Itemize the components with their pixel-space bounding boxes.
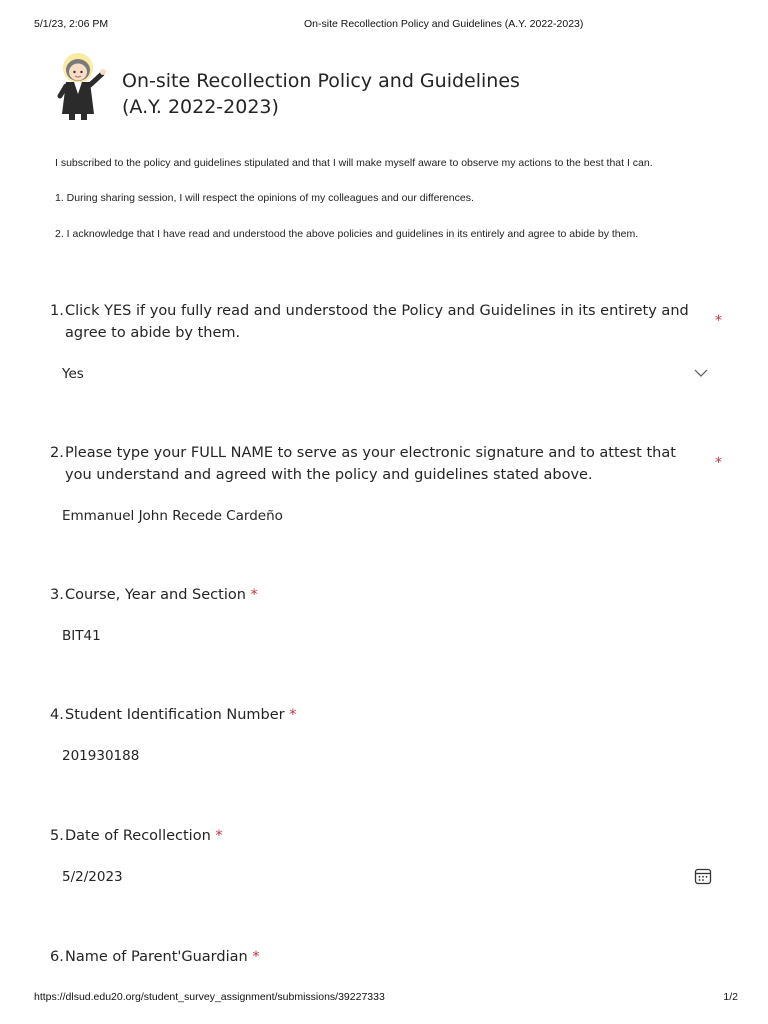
question-3 (50, 584, 730, 648)
question-1 (50, 300, 730, 386)
print-footer (34, 991, 738, 1005)
required-marker: * (715, 313, 722, 329)
form-title-line1: On-site Recollection Policy and Guidelines (122, 70, 520, 92)
required-marker: * (250, 587, 258, 603)
answer-text-field[interactable] (62, 508, 730, 528)
question-title (50, 584, 730, 606)
answer-date-field[interactable] (62, 869, 730, 889)
print-doc-title: On-site Recollection Policy and Guidelines (A.Y. 2022-2023) (304, 18, 584, 30)
question-4 (50, 704, 730, 768)
intro-line-3: 2. I acknowledge that I have read and understood the above policies and guidelines in its entirely and agree to abide by them. (55, 228, 639, 240)
question-title (50, 442, 730, 486)
question-number: 3. (50, 587, 64, 603)
print-datetime: 5/1/23, 2:06 PM (34, 18, 109, 30)
cartoon-nun-character-icon (52, 52, 108, 122)
intro-line-1: I subscribed to the policy and guidelines stipulated and that I will make myself aware to observe my actions to the best that I can. (55, 157, 653, 169)
question-text: Click YES if you fully read and understood the Policy and Guidelines in its entirety and agree to abide by them. (65, 303, 689, 341)
answer-value: Yes (62, 366, 84, 382)
question-text: Student Identification Number (65, 707, 285, 723)
question-number: 1. (50, 303, 64, 319)
intro-line-2: 1. During sharing session, I will respect the opinions of my colleagues and our differences. (55, 192, 474, 204)
form-title (122, 68, 520, 120)
chevron-down-icon[interactable] (694, 368, 708, 378)
question-number: 5. (50, 828, 64, 844)
question-text: Please type your FULL NAME to serve as your electronic signature and to attest that you understand and agreed with the policy and guidelines stated above. (65, 445, 676, 483)
question-5 (50, 825, 730, 889)
question-title (50, 946, 730, 968)
question-text: Date of Recollection (65, 828, 211, 844)
answer-value: Emmanuel John Recede Cardeño (62, 508, 283, 524)
question-title (50, 704, 730, 726)
form-header (52, 52, 712, 132)
form-title-line2: (A.Y. 2022-2023) (122, 96, 279, 118)
question-text: Course, Year and Section (65, 587, 246, 603)
question-text: Name of Parent'Guardian (65, 949, 248, 965)
answer-text-field[interactable] (62, 628, 730, 648)
answer-value: 5/2/2023 (62, 869, 123, 885)
question-2 (50, 442, 730, 528)
question-number: 6. (50, 949, 64, 965)
answer-dropdown[interactable] (62, 366, 730, 386)
calendar-icon[interactable] (694, 867, 712, 885)
required-marker: * (215, 828, 223, 844)
question-6 (50, 946, 730, 968)
answer-value: 201930188 (62, 748, 140, 764)
required-marker: * (715, 455, 722, 471)
question-number: 2. (50, 445, 64, 461)
required-marker: * (252, 949, 260, 965)
question-title (50, 825, 730, 847)
print-header (34, 18, 734, 32)
question-title (50, 300, 730, 344)
required-marker: * (289, 707, 297, 723)
print-url: https://dlsud.edu20.org/student_survey_assignment/submissions/39227333 (34, 991, 385, 1003)
question-number: 4. (50, 707, 64, 723)
answer-text-field[interactable] (62, 748, 730, 768)
page-number: 1/2 (723, 991, 738, 1003)
answer-value: BIT41 (62, 628, 101, 644)
